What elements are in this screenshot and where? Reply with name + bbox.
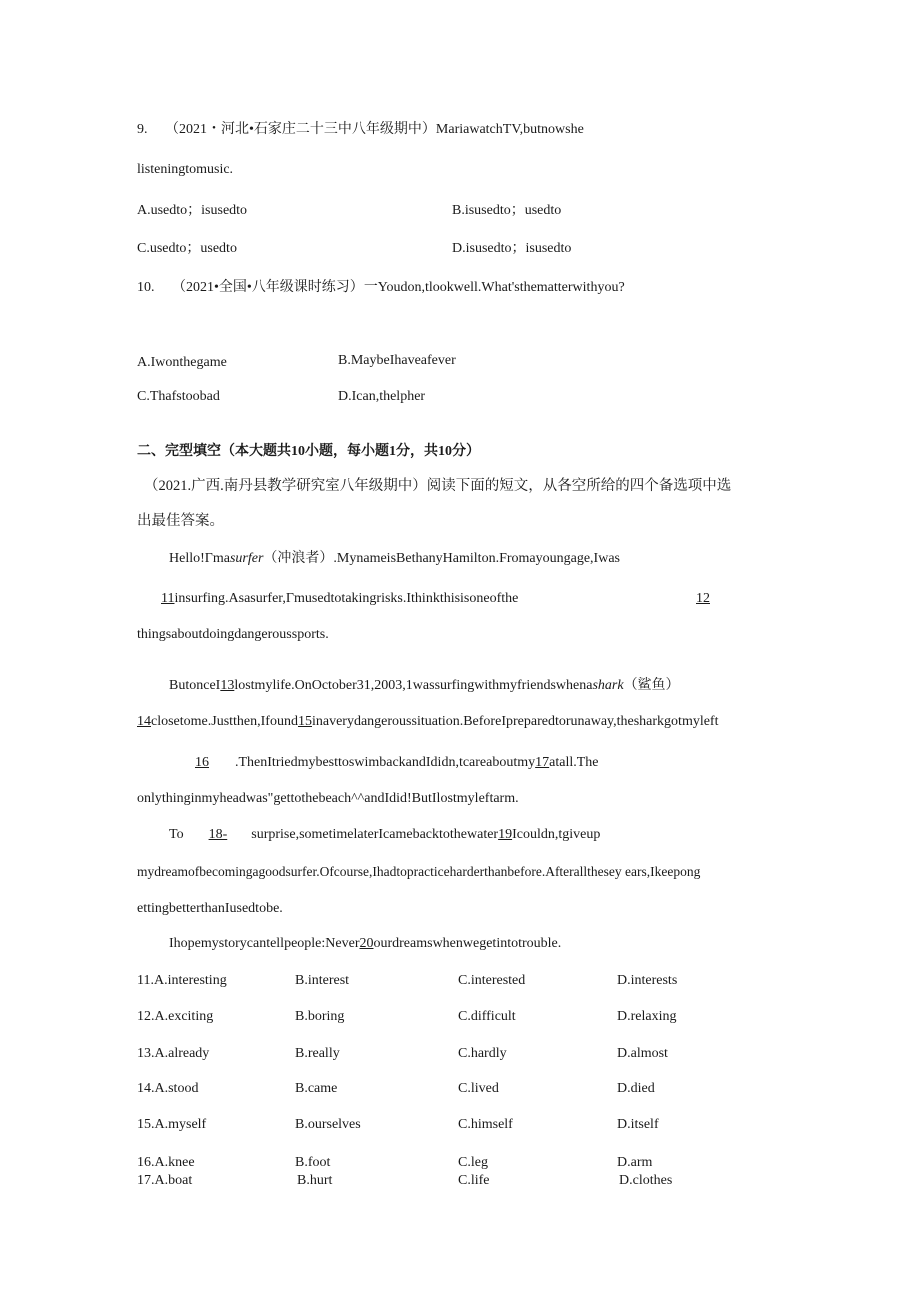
passage-line-5 (137, 713, 718, 731)
passage-text: closetome.Justthen,Ifound (151, 714, 298, 729)
q10-option-a: A.Iwonthegame (137, 355, 227, 370)
answer-17-c: C.life (458, 1173, 490, 1188)
blank-15: 15 (297, 714, 312, 729)
q10-number: 10. (137, 280, 155, 295)
answer-15-c: C.himself (458, 1117, 513, 1132)
blank-18: 18- (208, 827, 228, 842)
passage-text: surprise,sometimelaterIcamebacktothewater (251, 827, 499, 842)
q10-line (137, 279, 625, 297)
passage-line-9: mydreamofbecomingagoodsurfer.Ofcourse,Ihadtopracticeharderthanbefore.Afterallthesey ears,Ikeepong (137, 864, 701, 879)
q10-option-c: C.Thafstoobad (137, 389, 220, 404)
q10-source: （2021•全国•八年级课时练习） (172, 280, 364, 295)
blank-20: 20 (359, 936, 374, 951)
blank-13: 13 (220, 678, 235, 693)
q9-option-c: C.usedto；usedto (137, 241, 237, 256)
blank-17: 17 (535, 755, 550, 770)
answer-13-b: B.really (295, 1046, 340, 1061)
q9-option-b: B.isusedto；usedto (452, 203, 562, 218)
blank-16: 16 (195, 755, 209, 770)
passage-line-7: onlythinginmyheadwas"gettothebeach^^andIdid!ButIlostmyleftarm. (137, 791, 519, 806)
passage-text: inaverydangeroussituation.BeforeIpreparedtorunaway,thesharkgotmyleft (311, 714, 719, 729)
answer-12-a: 12.A.exciting (137, 1009, 214, 1024)
passage-line-6 (195, 754, 599, 772)
passage-text: （鲨鱼） (623, 678, 680, 693)
answer-12-c: C.difficult (458, 1009, 516, 1024)
answer-14-b: B.came (295, 1081, 338, 1096)
passage-italic: surfer (229, 551, 264, 566)
q9-number: 9. (137, 122, 148, 137)
passage-text: lostmylife.OnOctober31,2003,1wassurfingwithmyfriendswhena (234, 678, 593, 693)
blank-12: 12 (696, 591, 710, 606)
passage-text: Ihopemystorycantellpeople:Never (169, 936, 360, 951)
blank-14: 14 (137, 714, 151, 729)
answer-12-d: D.relaxing (617, 1009, 677, 1024)
answer-17-a: 17.A.boat (137, 1173, 193, 1188)
answer-12-b: B.boring (295, 1009, 345, 1024)
answer-13-d: D.almost (617, 1046, 668, 1061)
answer-16-a: 16.A.knee (137, 1155, 195, 1170)
section-intro-1: （2021.广西.南丹县教学研究室八年级期中）阅读下面的短文，从各空所给的四个备选项中选 (144, 478, 732, 494)
answer-16-c: C.leg (458, 1155, 488, 1170)
passage-text: （冲浪者）.MynameisBethanyHamilton.Fromayoungage,Iwas (263, 551, 620, 566)
q10-option-d: D.Ican,thelpher (338, 389, 426, 404)
q9-source: （2021・河北•石家庄二十三中八年级期中） (165, 122, 436, 137)
passage-line-1 (169, 550, 620, 568)
answer-15-d: D.itself (617, 1117, 659, 1132)
passage-text: ourdreamswhenwegetintotrouble. (373, 936, 562, 951)
answer-13-a: 13.A.already (137, 1046, 210, 1061)
answer-11-c: C.interested (458, 973, 526, 988)
passage-italic: shark (592, 678, 624, 693)
passage-line-8 (169, 826, 600, 844)
passage-line-10: ettingbetterthanIusedtobe. (137, 901, 283, 916)
q10-option-b: B.MaybeIhaveafever (338, 353, 456, 368)
answer-16-d: D.arm (617, 1155, 653, 1170)
answer-17-b: B.hurt (297, 1173, 333, 1188)
passage-line-11 (169, 935, 561, 953)
blank-11: 11 (161, 591, 175, 606)
section-title: 二、完型填空（本大题共10小题，每小题1分，共10分） (137, 444, 480, 459)
passage-text: .ThenItriedmybesttoswimbackandIdidn,tcareaboutmy (235, 755, 536, 770)
answer-14-d: D.died (617, 1081, 655, 1096)
answer-13-c: C.hardly (458, 1046, 507, 1061)
passage-text: ButonceI (169, 678, 221, 693)
blank-19: 19 (498, 827, 513, 842)
answer-14-c: C.lived (458, 1081, 499, 1096)
passage-line-3: thingsaboutdoingdangeroussports. (137, 627, 329, 642)
answer-14-a: 14.A.stood (137, 1081, 199, 1096)
passage-line-4 (169, 677, 680, 695)
passage-text: Icouldn,tgiveup (512, 827, 601, 842)
q9-option-a: A.usedto；isusedto (137, 203, 248, 218)
passage-line-2 (161, 590, 518, 608)
q9-option-d: D.isusedto；isusedto (452, 241, 572, 256)
answer-15-b: B.ourselves (295, 1117, 361, 1132)
section-intro-2: 出最佳答案。 (137, 513, 224, 529)
q9-stem-cont: listeningtomusic. (137, 162, 234, 177)
q9-line (137, 121, 584, 139)
passage-text: To (169, 827, 184, 842)
answer-11-b: B.interest (295, 973, 350, 988)
q10-stem: 一Youdon,tlookwell.What'sthematterwithyou? (363, 280, 625, 295)
answer-17-d: D.clothes (619, 1173, 673, 1188)
answer-11-d: D.interests (617, 973, 678, 988)
answer-15-a: 15.A.myself (137, 1117, 207, 1132)
passage-text: insurfing.Asasurfer,Γmusedtotakingrisks.Ithinkthisisoneofthe (174, 591, 519, 606)
answer-11-a: 11.A.interesting (137, 973, 227, 988)
q9-stem: MariawatchTV,butnowshe (435, 122, 584, 137)
passage-text: atall.The (549, 755, 599, 770)
answer-16-b: B.foot (295, 1155, 331, 1170)
passage-text: Hello!Γma (169, 551, 230, 566)
